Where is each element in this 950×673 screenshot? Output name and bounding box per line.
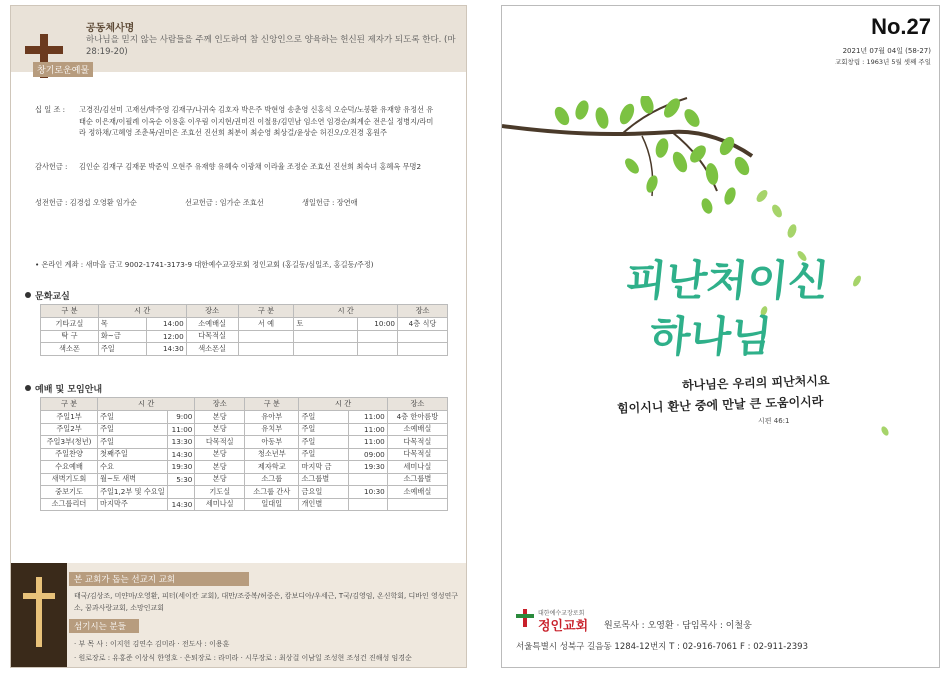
table-cell: 10:00 (358, 318, 398, 331)
table-cell: 세미나실 (387, 461, 447, 474)
birthday-offering: 생일헌금 : 장연애 (302, 198, 358, 207)
issue-date: 2021년 07월 04일 (58-27) (842, 47, 931, 55)
table-cell: 탁 구 (41, 330, 99, 343)
table-cell: 본당 (195, 448, 245, 461)
table-cell: 일대일 (245, 498, 299, 511)
table-cell: 4층 한아름방 (387, 411, 447, 424)
table-cell: 새벽기도회 (41, 473, 98, 486)
table-cell: 4층 식당 (398, 318, 448, 331)
table-row (41, 411, 448, 424)
table-row (41, 448, 448, 461)
table-row (41, 473, 448, 486)
mission-text: 태국/김상조, 미얀마/오영환, 피터(세이칸 교회), 대만/조중복/허중은, 캄보디아/우세근, T국/김영임, 온신학회, 디바인 영성연구소, 꿈과사랑교회, 소망인교회 (74, 592, 459, 612)
thanks-label: 감사헌금 : (35, 162, 68, 171)
church-logo-icon (516, 609, 534, 627)
title-line-2: 하나님 (647, 312, 775, 361)
table-row (41, 436, 448, 449)
table-cell: 색소폰 (41, 343, 99, 356)
table-cell (398, 330, 448, 343)
table-cell (349, 473, 387, 486)
table-row (41, 318, 448, 331)
table-cell: 주일3부(청년) (41, 436, 98, 449)
vision-banner (11, 6, 467, 76)
table-cell: 소예배실 (387, 423, 447, 436)
table-header-cell: 구 분 (41, 398, 98, 411)
table-cell: 세미나실 (195, 498, 245, 511)
bulletin-cover-page (501, 5, 940, 668)
table-cell: 기타교실 (41, 318, 99, 331)
table-header-cell: 구 분 (41, 305, 99, 318)
table-cell: 19:30 (349, 461, 387, 474)
table-cell: 다목적실 (387, 436, 447, 449)
staff-title: 섬기시는 분들 (69, 619, 139, 633)
table-cell: 주일 (299, 448, 349, 461)
table-header-cell: 장소 (398, 305, 448, 318)
offering-tag: 창기로운예물 (33, 62, 93, 77)
worship-section-title: 예배 및 모임안내 (25, 382, 102, 395)
culture-section-title: 문화교실 (25, 289, 70, 302)
table-cell: 주일 (98, 423, 168, 436)
table-header-cell: 장소 (195, 398, 245, 411)
mission-footer (11, 563, 467, 668)
table-cell: 아동부 (245, 436, 299, 449)
bullet-icon (25, 385, 31, 391)
mission-title: 본 교회가 돕는 선교지 교회 (69, 572, 249, 586)
table-cell: 5:30 (167, 473, 195, 486)
staff-line-1: · 부 목 사 : 이지헌 김연수 김미라 · 전도사 : 이용훈 (74, 640, 230, 648)
table-cell: 19:30 (167, 461, 195, 474)
table-cell: 월~토 새벽 (98, 473, 168, 486)
table-cell: 11:00 (349, 411, 387, 424)
table-cell: 주일찬양 (41, 448, 98, 461)
denomination: 대한예수교장로회 (538, 610, 585, 617)
table-cell: 주일2부 (41, 423, 98, 436)
table-cell: 주일 (98, 343, 146, 356)
verse-reference: 시편 46:1 (758, 417, 790, 425)
table-cell (294, 330, 358, 343)
staff-line-2: · 원로장로 : 유홍준 이상식 한영호 · 은퇴장로 : 라미라 · 시무장로 : 최상걸 이남일 조성현 조성건 진해성 임경순 (74, 654, 412, 662)
table-row (41, 343, 448, 356)
table-row (41, 498, 448, 511)
table-header-cell: 구 분 (238, 305, 294, 318)
culture-table (40, 304, 448, 356)
table-cell (358, 330, 398, 343)
table-cell: 다목적실 (387, 448, 447, 461)
table-cell: 주일 (98, 436, 168, 449)
table-cell: 09:00 (349, 448, 387, 461)
table-header-cell: 시 간 (98, 398, 195, 411)
table-cell: 14:00 (146, 318, 186, 331)
table-cell: 주일1부 (41, 411, 98, 424)
table-cell: 마지막주 (98, 498, 168, 511)
table-header-cell: 시 간 (294, 305, 398, 318)
table-header-cell: 시 간 (299, 398, 387, 411)
table-cell: 본당 (195, 473, 245, 486)
glowing-cross-image (11, 563, 67, 668)
worship-table (40, 397, 448, 511)
table-row (41, 486, 448, 499)
table-cell: 소예배실 (186, 318, 238, 331)
table-cell: 소그룹별 (387, 473, 447, 486)
table-cell: 목 (98, 318, 146, 331)
vision-title: 공동체사명 (86, 23, 135, 34)
vision-text: 하나님을 믿지 않는 사람들을 주께 인도하여 참 신앙인으로 양육하는 헌신된 제자가 되도록 한다. (마28:19-20) (86, 35, 456, 57)
tithe-list (35, 104, 455, 164)
table-cell (238, 343, 294, 356)
tithe-names: 고경진/김선미 고재선/박주영 김재구/나귀숙 김호자 박은주 박현영 송춘영 신홍석 오순덕/노봉환 유재향 유정선 유태순 이은재/이필례 이옥순 이용훈 이우림 이지현/권미진 이철용/김민남 임소연 임경순/최계순 전은실 정병지/라미라 정하채/고혜영 조춘복/권미은 조효선 진선희 최분이 최순영 최상걸/윤상순 허진오/오진경 홍원주 (79, 105, 434, 137)
table-cell: 다목적실 (195, 436, 245, 449)
table-cell: 주일 (299, 423, 349, 436)
table-cell: 11:00 (349, 423, 387, 436)
title-line-1: 피난처이신 (623, 256, 832, 305)
table-cell: 수요예배 (41, 461, 98, 474)
table-cell: 주일1,2부 및 수요일 (98, 486, 168, 499)
bullet-icon (25, 292, 31, 298)
table-cell: 주일 (98, 411, 168, 424)
table-cell: 소그룹리더 (41, 498, 98, 511)
table-cell: 마지막 금 (299, 461, 349, 474)
church-founded: 교회창립 : 1963년 5월 셋째 주일 (835, 58, 931, 66)
table-cell (398, 343, 448, 356)
table-cell: 다목적실 (186, 330, 238, 343)
online-account: • 온라인 계좌 : 새마을 금고 9002-1741-3173-9 대한예수교장로회 정인교회 (홍길동/심일조, 홍길동/주정) (35, 260, 374, 269)
table-cell: 청소년부 (245, 448, 299, 461)
table-cell: 유아부 (245, 411, 299, 424)
table-cell: 개인별 (299, 498, 349, 511)
verse-line-1: 하나님은 우리의 피난처시요 (681, 373, 830, 393)
table-cell: 제자학교 (245, 461, 299, 474)
table-cell (167, 486, 195, 499)
table-cell (358, 343, 398, 356)
table-cell: 화~금 (98, 330, 146, 343)
table-cell: 첫째주일 (98, 448, 168, 461)
table-cell: 14:30 (146, 343, 186, 356)
table-cell: 소예배실 (387, 486, 447, 499)
table-header-cell: 시 간 (98, 305, 186, 318)
table-cell: 10:30 (349, 486, 387, 499)
church-name: 정인교회 (538, 619, 589, 634)
table-cell: 색소폰실 (186, 343, 238, 356)
table-cell (294, 343, 358, 356)
table-row (41, 461, 448, 474)
table-row (41, 330, 448, 343)
table-cell: 금요일 (299, 486, 349, 499)
table-cell (387, 498, 447, 511)
table-cell: 11:00 (349, 436, 387, 449)
table-cell: 소그룹별 (299, 473, 349, 486)
table-cell: 14:30 (167, 498, 195, 511)
table-cell: 본당 (195, 411, 245, 424)
table-cell: 9:00 (167, 411, 195, 424)
table-header-cell: 장소 (186, 305, 238, 318)
mission-offering: 선교헌금 : 임가순 조효선 (185, 198, 264, 207)
table-cell: 주일 (299, 411, 349, 424)
table-cell (349, 498, 387, 511)
temple-offering: 성전헌금 : 김경섭 오영환 임가순 (35, 198, 137, 207)
table-cell: 12:00 (146, 330, 186, 343)
tithe-label: 십 일 조 : (35, 105, 66, 114)
table-cell: 유치부 (245, 423, 299, 436)
pastors: 원로목사 : 오영환 · 담임목사 : 이철웅 (604, 621, 752, 631)
table-row (41, 423, 448, 436)
table-cell: 기도실 (195, 486, 245, 499)
bulletin-back-page (10, 5, 467, 668)
thanks-list (35, 161, 455, 185)
table-header-cell: 장소 (387, 398, 447, 411)
table-cell: 주일 (299, 436, 349, 449)
table-cell: 수요 (98, 461, 168, 474)
table-cell: 본당 (195, 461, 245, 474)
table-cell: 중보기도 (41, 486, 98, 499)
table-cell: 13:30 (167, 436, 195, 449)
table-cell: 14:30 (167, 448, 195, 461)
table-header-cell: 구 분 (245, 398, 299, 411)
issue-number: No.27 (871, 14, 931, 39)
verse-line-2: 힘이시니 환난 중에 만날 큰 도움이시라 (616, 394, 824, 416)
thanks-names: 김인순 김재구 김재문 박준익 오현주 유재향 유혜숙 이광채 이라율 조정순 조효선 진선희 최숙녀 홍혜옥 무명2 (79, 162, 422, 171)
table-cell (238, 330, 294, 343)
table-cell: 서 예 (238, 318, 294, 331)
table-cell: 소그룹 간사 (245, 486, 299, 499)
table-cell: 소그룹 (245, 473, 299, 486)
table-cell: 토 (294, 318, 358, 331)
other-offerings (35, 197, 455, 209)
table-cell: 11:00 (167, 423, 195, 436)
church-address: 서울특별시 성북구 길음동 1284-12번지 T : 02-916-7061 F : 02-911-2393 (516, 642, 808, 652)
table-cell: 본당 (195, 423, 245, 436)
